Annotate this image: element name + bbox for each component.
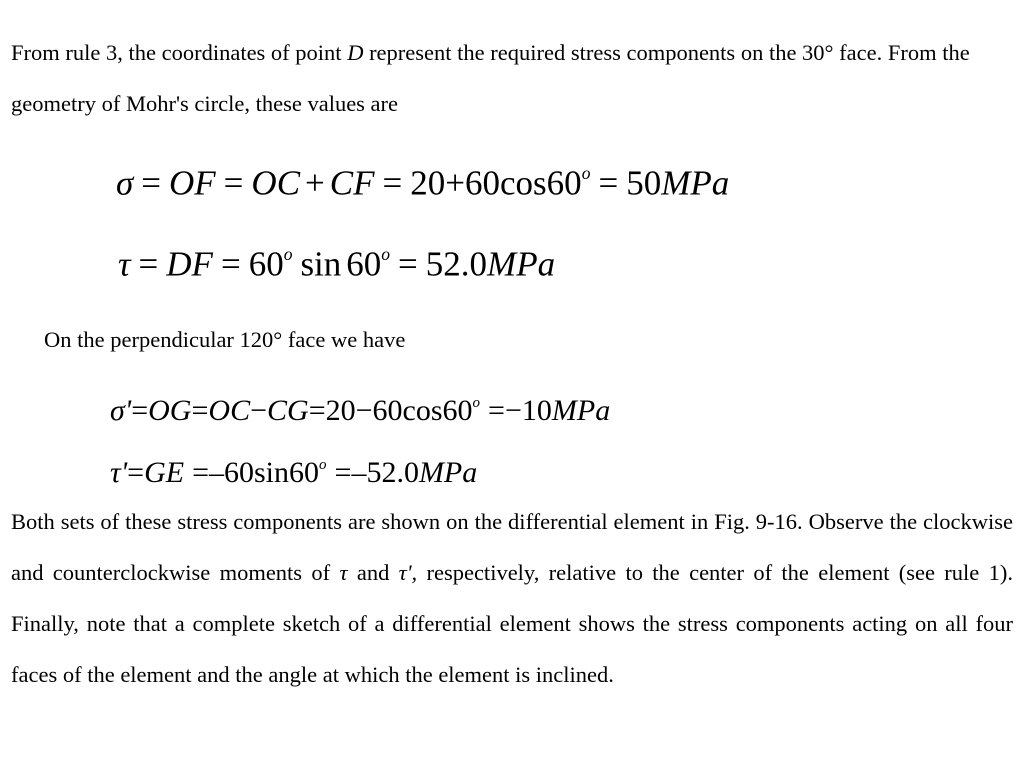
equals-sign: =	[488, 394, 505, 427]
term-oc: OC	[251, 163, 301, 203]
equals-sign: =	[382, 163, 403, 203]
intro-text-start: From rule 3, the coordinates of point	[11, 40, 348, 65]
degree-mark: o	[283, 244, 293, 265]
equals-sign: =	[598, 163, 619, 203]
unit-label: MPa	[487, 244, 556, 284]
conclusion-text-3: respectively, relative to the center of the element (see rule 1). Finally, note that a complete sketch of a differential element shows the stress components acting on all four faces of the element and the angle at which the element is inclined.	[11, 560, 1013, 687]
degree-mark: o	[381, 244, 391, 265]
unit-label: MPa	[551, 394, 611, 427]
normal-stress-equation	[116, 152, 729, 208]
angle-value: 60	[346, 244, 382, 284]
equals-sign: =	[191, 394, 209, 427]
degree-mark: o	[472, 394, 481, 411]
normal-stress-prime-equation	[110, 385, 610, 431]
equals-sign: =	[141, 163, 162, 203]
plus-sign: +	[305, 163, 325, 203]
equals-sign: =	[131, 394, 149, 427]
result-value: −10	[504, 394, 552, 427]
conclusion-paragraph	[11, 496, 1013, 700]
numeric-expression: 20−60cos60	[325, 394, 473, 427]
unit-label: MPa	[418, 456, 478, 489]
shear-stress-equation	[118, 233, 555, 289]
sigma-prime-symbol: σ'	[110, 394, 132, 427]
perpendicular-face-text: On the perpendicular 120° face we have	[44, 327, 406, 352]
minus-sign: −	[250, 394, 268, 427]
conclusion-text-2: and	[347, 560, 399, 585]
equals-sign: =	[334, 456, 352, 489]
term-ge: GE	[144, 456, 185, 489]
equals-sign: =	[192, 456, 209, 489]
shear-stress-prime-equation	[110, 447, 477, 493]
result-value: 50	[626, 163, 662, 203]
equals-sign: =	[308, 394, 326, 427]
term-df: DF	[166, 244, 213, 284]
point-label: D	[347, 40, 364, 65]
equals-sign: =	[138, 244, 159, 284]
equals-sign: =	[398, 244, 418, 284]
tau-symbol: τ	[118, 244, 131, 284]
sigma-symbol: σ	[116, 163, 134, 203]
term-cg: CG	[267, 394, 309, 427]
equals-sign: =	[220, 244, 241, 284]
numeric-expression: –60sin60	[209, 456, 320, 489]
term-og: OG	[148, 394, 192, 427]
intro-paragraph	[11, 27, 1013, 129]
tau-prime-symbol: τ'	[110, 456, 128, 489]
result-value: –52.0	[351, 456, 419, 489]
conclusion-text-1: Both sets of these stress components are shown on the differential element in Fig. 9-16. Observe the clockwise and counterclockwise moments of	[11, 509, 1013, 585]
radius-value: 60	[248, 244, 284, 284]
result-value: 52.0	[425, 244, 488, 284]
term-of: OF	[169, 163, 216, 203]
numeric-expression: 20+60cos60	[410, 163, 582, 203]
degree-mark: o	[319, 456, 327, 473]
unit-label: MPa	[661, 163, 730, 203]
degree-mark: o	[581, 163, 591, 184]
intro-text-end: represent the required stress components on the 30° face. From the geometry of Mohr's circle, these values are	[11, 40, 970, 116]
equals-sign: =	[223, 163, 244, 203]
term-cf: CF	[329, 163, 375, 203]
equals-sign: =	[127, 456, 145, 489]
tau-inline: τ	[339, 560, 348, 585]
sin-function: sin	[300, 244, 342, 284]
term-oc: OC	[208, 394, 251, 427]
tau-prime-inline: τ',	[398, 560, 418, 585]
